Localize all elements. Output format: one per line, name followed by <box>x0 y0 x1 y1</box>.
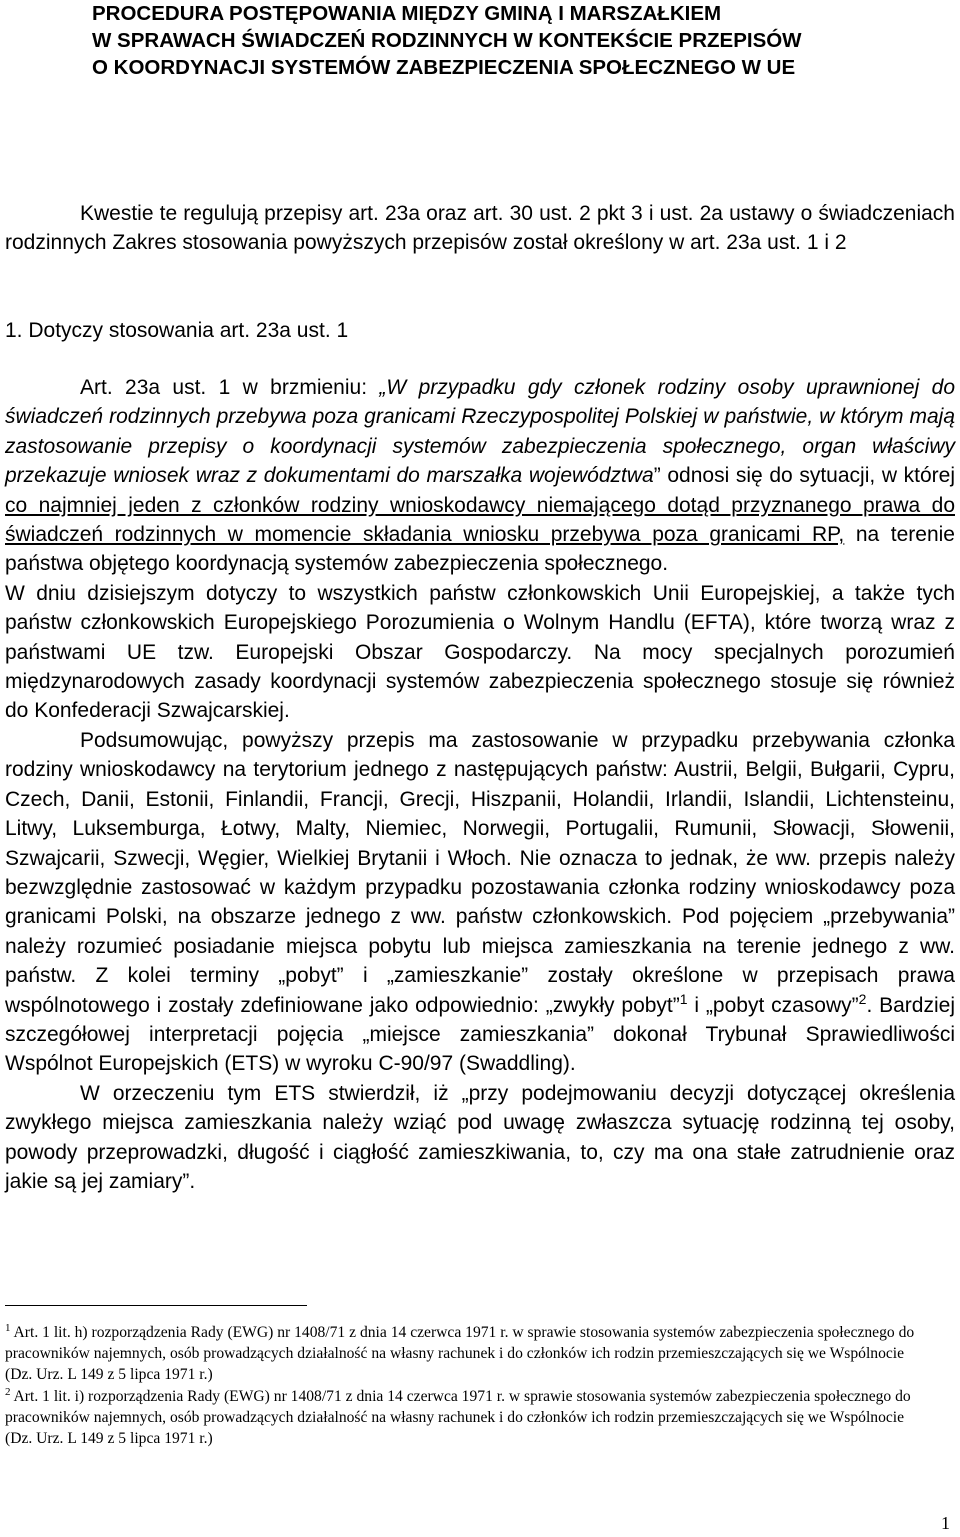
document-title <box>92 0 932 81</box>
footnote-1-mark: 1 <box>5 1322 11 1334</box>
intro-paragraph: Kwestie te regulują przepisy art. 23a oraz art. 30 ust. 2 pkt 3 i ust. 2a ustawy o świadczeniach rodzinnych Zakres stosowania powyższych przepisów został określony w art. 23a ust. 1 i 2 <box>5 202 955 255</box>
footnote-ref-1: 1 <box>679 990 688 1007</box>
article-lead: Art. 23a ust. 1 w brzmieniu: <box>80 376 380 399</box>
summary-end: . Bardziej szczegółowej interpretacji pojęcia „miejsce zamieszkania” dokonał Trybunał Sprawiedliwości Wspólnot Europejskich (ETS) w wyroku C-90/97 (Swaddling). <box>5 993 955 1076</box>
summary-paragraph <box>5 726 955 1079</box>
article-paragraph <box>5 373 955 579</box>
footnote-ref-2: 2 <box>858 990 867 1007</box>
title-line-2: W SPRAWACH ŚWIADCZEŃ RODZINNYCH W KONTEKŚCIE PRZEPISÓW <box>92 29 802 52</box>
summary-and: i „pobyt czasowy” <box>687 993 859 1017</box>
article-mid: ” odnosi się do sytuacji, w której <box>653 464 955 488</box>
page-number: 1 <box>941 1513 950 1533</box>
article-tail: na terenie państwa objętego koordynacją systemów zabezpieczenia społecznego. <box>5 523 955 576</box>
main-text <box>5 373 955 1196</box>
title-line-1: PROCEDURA POSTĘPOWANIA MIĘDZY GMINĄ I MARSZAŁKIEM <box>92 2 722 25</box>
footnote-1 <box>5 1322 935 1386</box>
eu-paragraph: W dniu dzisiejszym dotyczy to wszystkich państw członkowskich Unii Europejskiej, a także tych państw członkowskich Europejskiego Porozumienia o Wolnym Handlu (EFTA), które tworzą wraz z państwami UE tzw. Europejski Obszar Gospodarczy. Na mocy specjalnych porozumień międzynarodowych zasady koordynacji systemów zabezpieczenia społecznego stosuje się również do Konfederacji Szwajcarskiej. <box>5 581 955 723</box>
footnote-2-text: Art. 1 lit. i) rozporządzenia Rady (EWG) nr 1408/71 z dnia 14 czerwca 1971 r. w sprawie stosowania systemów zabezpieczenia społecznego do pracowników najemnych, osób prowadzących działalność na własny rachunek i do członków ich rodzin przemieszczających się we Wspólnocie (Dz. Urz. L 149 z 5 lipca 1971 r.) <box>5 1387 911 1448</box>
footnote-separator <box>5 1305 307 1306</box>
footnote-2 <box>5 1386 935 1450</box>
footnote-2-mark: 2 <box>5 1385 11 1398</box>
section-heading: 1. Dotyczy stosowania art. 23a ust. 1 <box>5 319 349 342</box>
footnotes <box>5 1322 935 1449</box>
ruling-paragraph: W orzeczeniu tym ETS stwierdził, iż „przy podejmowaniu decyzji dotyczącej określenia zwykłego miejsca zamieszkania należy wziąć pod uwagę zwłaszcza sytuację rodzinną tej osoby, powody przeprowadzki, długość i ciągłość zamieszkiwania, to, czy ma ona stałe zatrudnienie oraz jakie są jej zamiary”. <box>5 1081 955 1193</box>
article-underlined: co najmniej jeden z członków rodziny wnioskodawcy niemającego dotąd przyznanego prawa do świadczeń rodzinnych w momencie składania wniosku przebywa poza granicami RP, <box>5 493 955 547</box>
title-line-3: O KOORDYNACJI SYSTEMÓW ZABEZPIECZENIA SPOŁECZNEGO W UE <box>92 56 796 79</box>
footnote-1-text: Art. 1 lit. h) rozporządzenia Rady (EWG) nr 1408/71 z dnia 14 czerwca 1971 r. w sprawie stosowania systemów zabezpieczenia społecznego do pracowników najemnych, osób prowadzących działalność na własny rachunek i do członków ich rodzin przemieszczających się we Wspólnocie (Dz. Urz. L 149 z 5 lipca 1971 r.) <box>5 1324 915 1384</box>
article-quote: „W przypadku gdy członek rodziny osoby uprawnionej do świadczeń rodzinnych przebywa poza granicami Rzeczypospolitej Polskiej w państwie, w którym mają zastosowanie przepisy o koordynacji systemów zabezpieczenia społecznego, organ właściwy przekazuje wniosek wraz z dokumentami do marszałka województwa <box>5 376 955 488</box>
summary-text: Podsumowując, powyższy przepis ma zastosowanie w przypadku przebywania członka rodziny wnioskodawcy na terytorium jednego z następujących państw: Austrii, Belgii, Bułgarii, Cypru, Czech, Danii, Estonii, Finlandii, Francji, Grecji, Hiszpanii, Holandii, Irlandii, Islandii, Lichtensteinu, Litwy, Luksemburga, Łotwy, Malty, Niemiec, Norwegii, Portugalii, Rumunii, Słowacji, Słowenii, Szwajcarii, Szwecji, Węgier, Wielkiej Brytanii i Włoch. Nie oznacza to jednak, że ww. przepis należy bezwzględnie zastosować w każdym przypadku pozostawania członka rodziny wnioskodawcy poza granicami Polski, na obszarze jednego z ww. państw członkowskich. Pod pojęciem „przebywania” należy rozumieć posiadanie miejsca pobytu lub miejsca zamieszkania na terenie jednego z ww. państw. Z kolei terminy „pobyt” i „zamieszkanie” zostały określone w przepisach prawa wspólnotowego i zostały zdefiniowane jako odpowiednio: „zwykły pobyt” <box>5 728 955 1017</box>
